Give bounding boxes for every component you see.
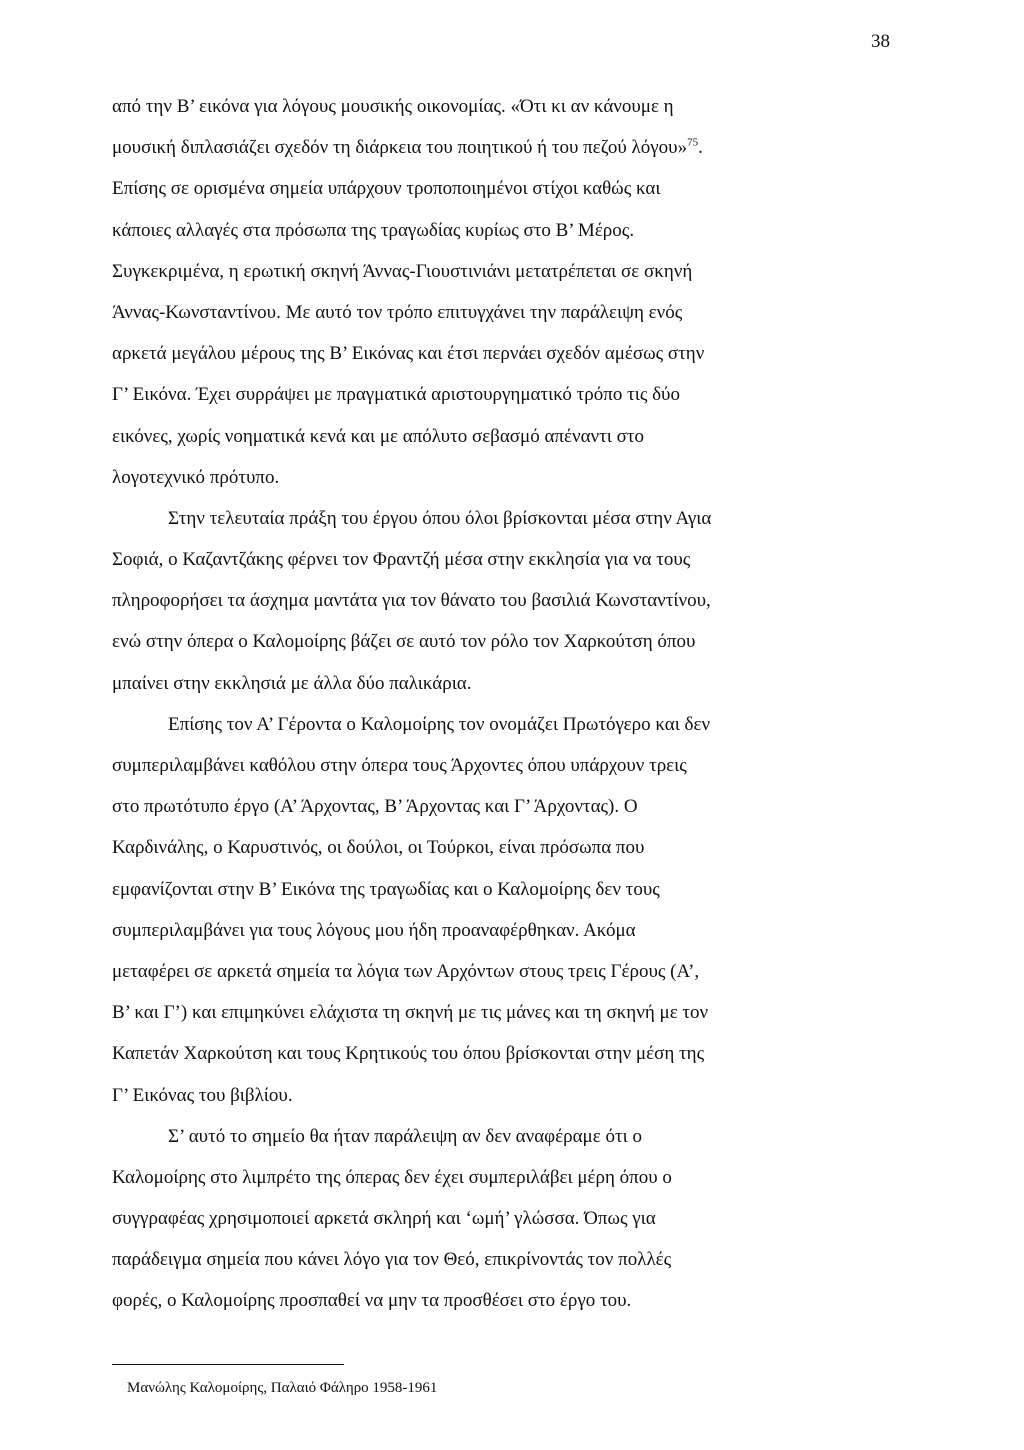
text-line: κάποιες αλλαγές στα πρόσωπα της τραγωδίας κυρίως στο Β’ Μέρος. — [112, 219, 635, 241]
footnote-separator — [112, 1364, 344, 1365]
text-line: ενώ στην όπερα ο Καλομοίρης βάζει σε αυτό τον ρόλο τον Χαρκούτση όπου — [112, 631, 696, 653]
text-line: λογοτεχνικό πρότυπο. — [112, 466, 280, 488]
paragraph — [112, 1116, 882, 1322]
page-number: 38 — [871, 31, 890, 52]
text-line: παράδειγμα σημεία που κάνει λόγο για τον Θεό, επικρίνοντάς τον πολλές — [112, 1249, 672, 1271]
text-line: φορές, ο Καλομοίρης προσπαθεί να μην τα προσθέσει στο έργο του. — [112, 1290, 632, 1312]
text-line — [112, 127, 882, 168]
text-line: από την Β’ εικόνα για λόγους μουσικής οικονομίας. «Ότι κι αν κάνουμε η — [112, 96, 674, 117]
text-line: Β’ και Γ’) και επιμηκύνει ελάχιστα τη σκηνή με τις μάνες και τη σκηνή με τον — [112, 1002, 709, 1024]
text-line: εμφανίζονται στην Β’ Εικόνα της τραγωδίας και ο Καλομοίρης δεν τους — [112, 878, 660, 900]
text-line: εικόνες, χωρίς νοηματικά κενά και με απόλυτο σεβασμό απέναντι στο — [112, 425, 645, 447]
paragraph — [112, 498, 882, 704]
text-line: Σοφιά, ο Καζαντζάκης φέρνει τον Φραντζή μέσα στην εκκλησία για να τους — [112, 549, 691, 571]
text-line: Καλομοίρης στο λιμπρέτο της όπερας δεν έχει συμπεριλάβει μέρη όπου ο — [112, 1166, 672, 1188]
text-line: συγγραφέας χρησιμοποιεί αρκετά σκληρή και ‘ωμή’ γλώσσα. Όπως για — [112, 1208, 656, 1230]
footnote-reference-period: . — [698, 137, 703, 159]
text-line: συμπεριλαμβάνει για τους λόγους μου ήδη προαναφέρθηκαν. Ακόμα — [112, 919, 636, 941]
text-line: συμπεριλαμβάνει καθόλου στην όπερα τους Άρχοντες όπου υπάρχουν τρεις — [112, 755, 687, 776]
text-line: στο πρωτότυπο έργο (Α’ Άρχοντας, Β’ Άρχοντας και Γ’ Άρχοντας). Ο — [112, 796, 638, 818]
text-line: μπαίνει στην εκκλησιά με άλλα δύο παλικάρια. — [112, 672, 472, 694]
text-line: Άννας-Κωνσταντίνου. Με αυτό τον τρόπο επιτυγχάνει την παράλειψη ενός — [112, 301, 683, 323]
document-body — [112, 86, 882, 1322]
text-line: Συγκεκριμένα, η ερωτική σκηνή Άννας-Γιουστινιάνι μετατρέπεται σε σκηνή — [112, 260, 693, 282]
text-line: Καπετάν Χαρκούτση και τους Κρητικούς του όπου βρίσκονται στην μέση της — [112, 1043, 705, 1065]
text-line: μεταφέρει σε αρκετά σημεία τα λόγια των Αρχόντων στους τρεις Γέρους (Α’, — [112, 960, 700, 982]
text-line-content: μουσική διπλασιάζει σχεδόν τη διάρκεια του ποιητικού ή του πεζού λόγου» — [112, 137, 688, 159]
text-line: Γ’ Εικόνα. Έχει συρράψει με πραγματικά αριστουργηματικό τρόπο τις δύο — [112, 384, 680, 406]
paragraph — [112, 704, 882, 1116]
text-line: Γ’ Εικόνας του βιβλίου. — [112, 1084, 293, 1106]
paragraph — [112, 86, 882, 498]
text-line: αρκετά μεγάλου μέρους της Β’ Εικόνας και έτσι περνάει σχεδόν αμέσως στην — [112, 343, 705, 365]
text-line: πληροφορήσει τα άσχημα μαντάτα για τον θάνατο του βασιλιά Κωνσταντίνου, — [112, 590, 711, 612]
text-line: Σ’ αυτό το σημείο θα ήταν παράλειψη αν δεν αναφέραμε ότι ο — [168, 1125, 642, 1147]
text-line: Στην τελευταία πράξη του έργου όπου όλοι βρίσκονται μέσα στην Αγια — [168, 507, 712, 529]
footnote-reference[interactable]: 75 — [687, 136, 699, 149]
text-line: Επίσης τον Α’ Γέροντα ο Καλομοίρης τον ονομάζει Πρωτόγερο και δεν — [168, 713, 711, 735]
footnote-text: Μανώλης Καλομοίρης, Παλαιό Φάληρο 1958-1961 — [127, 1380, 438, 1396]
text-line: Επίσης σε ορισμένα σημεία υπάρχουν τροποποιημένοι στίχοι καθώς και — [112, 178, 661, 200]
text-line: Καρδινάλης, ο Καρυστινός, οι δούλοι, οι Τούρκοι, είναι πρόσωπα που — [112, 837, 645, 859]
